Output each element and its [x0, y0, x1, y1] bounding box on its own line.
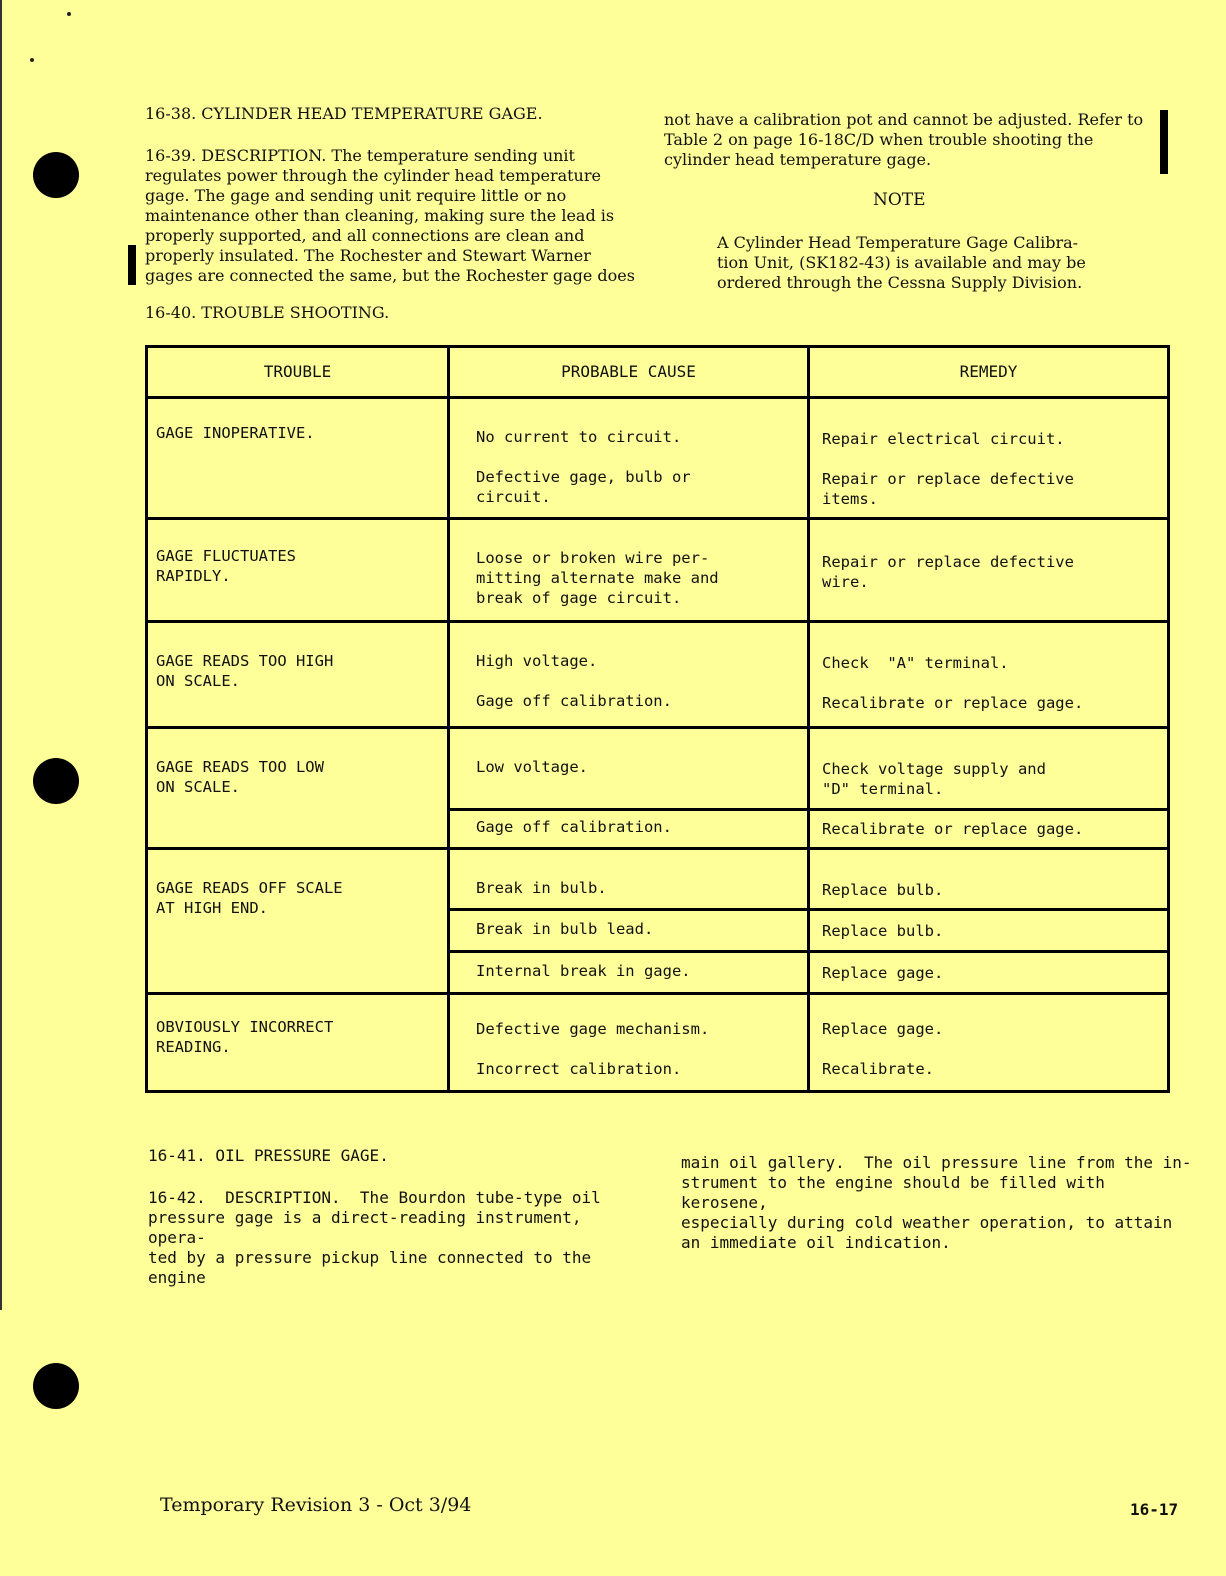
trouble-cell [147, 519, 449, 621]
trouble-text: READING. [156, 1037, 231, 1056]
remedy-cell [809, 951, 1169, 993]
cause-cell [449, 993, 809, 1091]
remedy-text: Repair or replace defective items. [822, 470, 1074, 509]
text-line: ordered through the Cessna Supply Division. [717, 273, 1083, 292]
cause-text: Internal break in gage. [476, 961, 691, 980]
cause-cell [449, 951, 809, 993]
cause-cell [449, 849, 809, 910]
cause-cell [449, 621, 809, 727]
speck [30, 58, 34, 62]
cause-text: High voltage. [476, 651, 598, 670]
text-line: pressure gage is a direct-reading instrument, opera- [148, 1208, 582, 1247]
text-line: not have a calibration pot and cannot be adjusted. Refer to [664, 110, 1144, 129]
table-row [147, 849, 1169, 910]
remedy-cell [809, 727, 1169, 809]
table-row [147, 621, 1169, 727]
cause-text: Defective gage mechanism. [476, 1019, 710, 1038]
trouble-text: RAPIDLY. [156, 567, 231, 586]
trouble-text: GAGE READS TOO HIGH [156, 651, 334, 670]
trouble-cell [147, 621, 449, 727]
remedy-text: Check voltage supply and "D" terminal. [822, 759, 1046, 798]
page-edge-line [0, 0, 2, 1310]
section-heading-trouble-shooting: 16-40. TROUBLE SHOOTING. [145, 303, 390, 322]
text-line: Table 2 on page 16-18C/D when trouble shooting the [664, 130, 1094, 149]
remedy-text: Repair electrical circuit. [822, 430, 1065, 449]
section-heading-oil-pressure: 16-41. OIL PRESSURE GAGE. [148, 1146, 389, 1165]
remedy-cell [809, 810, 1169, 849]
remedy-text: Replace gage. [822, 1019, 944, 1038]
text-line: main oil gallery. The oil pressure line from the in- [681, 1153, 1192, 1172]
remedy-cell [809, 519, 1169, 621]
text-line: 16-42. DESCRIPTION. The Bourdon tube-type oil [148, 1188, 601, 1207]
revision-bar-left [128, 245, 136, 285]
trouble-text: ON SCALE. [156, 777, 240, 796]
cht-description-continued [664, 110, 1154, 170]
binder-hole-middle [33, 758, 79, 804]
table-row [147, 519, 1169, 621]
trouble-text: ON SCALE. [156, 671, 240, 690]
cause-cell [449, 519, 809, 621]
remedy-text: Replace bulb. [822, 881, 944, 900]
cause-text: Break in bulb lead. [476, 920, 654, 939]
table-row [147, 993, 1169, 1091]
cause-cell [449, 727, 809, 809]
cht-description [145, 146, 635, 286]
text-line: properly insulated. The Rochester and Stewart Warner [145, 246, 591, 265]
speck [67, 12, 71, 16]
revision-footer: Temporary Revision 3 - Oct 3/94 [160, 1494, 472, 1516]
remedy-cell [809, 910, 1169, 951]
header-trouble: TROUBLE [147, 347, 449, 398]
header-remedy: REMEDY [809, 347, 1169, 398]
text-line: maintenance other than cleaning, making sure the lead is [145, 206, 615, 225]
text-line: an immediate oil indication. [681, 1233, 951, 1252]
remedy-cell [809, 621, 1169, 727]
oil-description [148, 1188, 648, 1288]
cause-text: Loose or broken wire per- mitting alternate make and break of gage circuit. [476, 549, 719, 608]
trouble-text: OBVIOUSLY INCORRECT [156, 1017, 334, 1036]
table-row [147, 398, 1169, 519]
remedy-text: Recalibrate. [822, 1059, 934, 1078]
binder-hole-top [33, 152, 79, 198]
cause-cell [449, 810, 809, 849]
text-line: gages are connected the same, but the Rochester gage does [145, 266, 635, 285]
binder-hole-bottom [33, 1363, 79, 1409]
cause-cell [449, 398, 809, 519]
text-line: especially during cold weather operation, to attain [681, 1213, 1173, 1232]
revision-bar-right [1160, 110, 1168, 174]
text-line: regulates power through the cylinder head temperature [145, 166, 601, 185]
cause-cell [449, 910, 809, 951]
table-row [147, 727, 1169, 809]
header-probable-cause: PROBABLE CAUSE [449, 347, 809, 398]
section-heading-cht-gage: 16-38. CYLINDER HEAD TEMPERATURE GAGE. [145, 104, 543, 123]
remedy-text: Recalibrate or replace gage. [822, 693, 1084, 712]
remedy-cell [809, 993, 1169, 1091]
trouble-text: GAGE INOPERATIVE. [156, 424, 315, 443]
trouble-text: AT HIGH END. [156, 899, 268, 918]
text-line: cylinder head temperature gage. [664, 150, 932, 169]
oil-description-continued [681, 1153, 1192, 1253]
trouble-text: GAGE READS TOO LOW [156, 757, 324, 776]
remedy-text: Check "A" terminal. [822, 653, 1009, 672]
cause-text: No current to circuit. [476, 428, 682, 447]
remedy-text: Replace bulb. [822, 922, 944, 941]
table-header-row [147, 347, 1169, 398]
text-line: properly supported, and all connections are clean and [145, 226, 585, 245]
page-number: 16-17 [1130, 1500, 1179, 1519]
text-line: tion Unit, (SK182-43) is available and may be [717, 253, 1086, 272]
note-label: NOTE [873, 190, 926, 210]
cause-text: Defective gage, bulb or circuit. [476, 468, 691, 507]
trouble-text: GAGE READS OFF SCALE [156, 879, 343, 898]
text-line: strument to the engine should be filled with kerosene, [681, 1173, 1105, 1212]
trouble-cell [147, 849, 449, 993]
cause-text: Low voltage. [476, 757, 588, 776]
remedy-cell [809, 398, 1169, 519]
remedy-text: Recalibrate or replace gage. [822, 820, 1084, 839]
trouble-cell [147, 398, 449, 519]
text-line: gage. The gage and sending unit require little or no [145, 186, 567, 205]
note-text [717, 233, 1137, 293]
text-line: ted by a pressure pickup line connected to the engine [148, 1248, 592, 1287]
remedy-text: Repair or replace defective wire. [822, 553, 1074, 592]
text-line: 16-39. DESCRIPTION. The temperature sending unit [145, 146, 575, 165]
cause-text: Break in bulb. [476, 879, 607, 898]
text-line: A Cylinder Head Temperature Gage Calibra- [717, 233, 1079, 252]
remedy-text: Replace gage. [822, 963, 944, 982]
cause-text: Incorrect calibration. [476, 1059, 682, 1078]
cause-text: Gage off calibration. [476, 818, 672, 837]
trouble-shooting-table [145, 345, 1170, 1093]
trouble-cell [147, 727, 449, 848]
trouble-text: GAGE FLUCTUATES [156, 547, 296, 566]
cause-text: Gage off calibration. [476, 691, 672, 710]
trouble-cell [147, 993, 449, 1091]
remedy-cell [809, 849, 1169, 910]
